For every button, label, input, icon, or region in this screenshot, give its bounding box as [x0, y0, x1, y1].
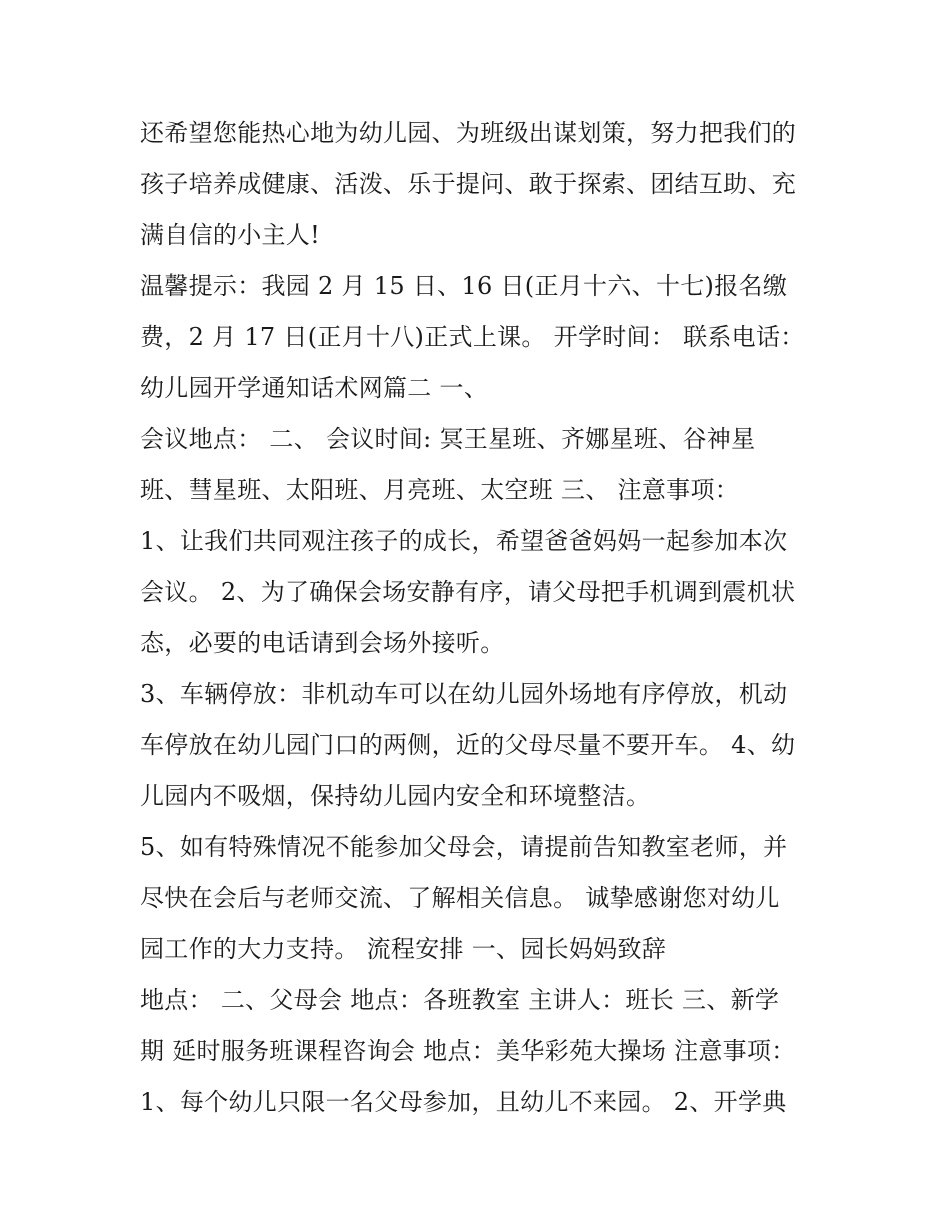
text-line: 地点： 二、父母会 地点：各班教室 主讲人：班长 三、新学	[140, 986, 780, 1014]
text-line: 1、让我们共同观注孩子的成长，希望爸爸妈妈一起参加本次	[140, 527, 788, 555]
text-line: 班、彗星班、太阳班、月亮班、太空班 三、 注意事项：	[140, 476, 740, 504]
text-line: 车停放在幼儿园门口的两侧，近的父母尽量不要开车。 4、幼	[140, 731, 796, 759]
text-line: 会议。 2、为了确保会场安静有序，请父母把手机调到震机状	[140, 578, 796, 606]
text-line: 幼儿园开学通知话术网篇二 一、	[140, 374, 489, 402]
text-line: 儿园内不吸烟，保持幼儿园内安全和环境整洁。	[140, 782, 651, 810]
document-body	[140, 108, 820, 1128]
text-line: 尽快在会后与老师交流、了解相关信息。 诚挚感谢您对幼儿	[140, 884, 780, 912]
text-line: 孩子培养成健康、活泼、乐于提问、敢于探索、团结互助、充	[140, 170, 797, 198]
text-line: 园工作的大力支持。 流程安排 一、园长妈妈致辞	[140, 935, 667, 963]
text-line: 会议地点： 二、 会议时间: 冥王星班、齐娜星班、谷神星	[140, 425, 756, 453]
text-line: 3、车辆停放：非机动车可以在幼儿园外场地有序停放，机动	[140, 680, 788, 708]
text-line: 态，必要的电话请到会场外接听。	[140, 629, 505, 657]
text-line: 费，2 月 17 日(正月十八)正式上课。 开学时间： 联系电话：	[140, 323, 805, 351]
text-line: 还希望您能热心地为幼儿园、为班级出谋划策，努力把我们的	[140, 119, 797, 147]
text-line: 1、每个幼儿只限一名父母参加，且幼儿不来园。 2、开学典	[140, 1088, 787, 1116]
text-line: 满自信的小主人!	[140, 221, 321, 249]
text-line: 期 延时服务班课程咨询会 地点：美华彩苑大操场 注意事项：	[140, 1037, 796, 1065]
text-line: 5、如有特殊情况不能参加父母会，请提前告知教室老师，并	[140, 833, 788, 861]
text-line: 温馨提示：我园 2 月 15 日、16 日(正月十六、十七)报名缴	[140, 272, 788, 300]
